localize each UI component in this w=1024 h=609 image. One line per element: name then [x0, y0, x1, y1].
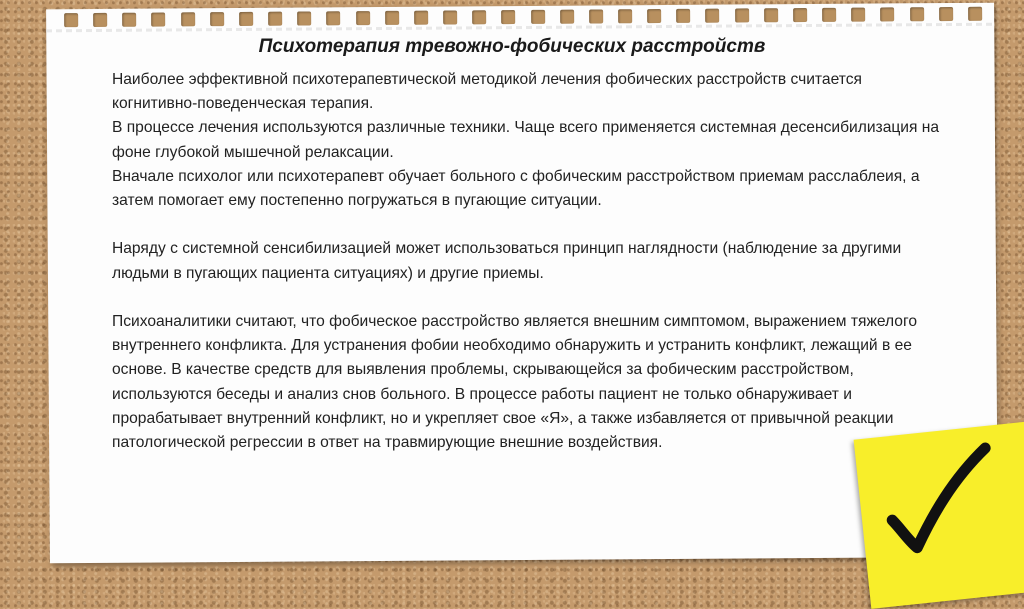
checkmark-icon — [877, 439, 1008, 561]
hole — [385, 11, 399, 25]
hole — [531, 10, 545, 24]
hole — [93, 13, 107, 27]
hole — [968, 7, 982, 21]
hole — [327, 11, 341, 25]
hole — [822, 8, 836, 22]
hole — [210, 12, 224, 26]
hole — [64, 13, 78, 27]
hole — [880, 7, 894, 21]
hole — [122, 13, 136, 27]
hole — [676, 9, 690, 23]
hole — [793, 8, 807, 22]
hole — [706, 9, 720, 23]
spacer — [112, 286, 942, 310]
paragraph: Наиболее эффективной психотерапевтической методикой лечения фобических расстройств считается когнитивно-поведенческая терапия. — [112, 71, 862, 113]
paragraph: Психоаналитики считают, что фобическое расстройство является внешним симптомом, выражением тяжелого внутреннего конфликта. Для устранения фобии необходимо обнаружить и устранить конфликт, лежащий в ее основе. В качестве средств для выявления проблемы, скрывающейся за фобическим расстройством, используются беседы и анализ снов больного. В процессе работы пациент не только обнаруживает и прорабатывает внутренний конфликт, но и укрепляет свое «Я», а также избавляется от привычной реакции патологической регрессии в ответ на травмирующие внешние воздействия. — [112, 313, 917, 452]
paragraph: Вначале психолог или психотерапевт обучает больного с фобическим расстройством приемам расслаблеия, а затем помогает ему постепенно погружаться в пугающие ситуации. — [112, 167, 920, 210]
hole — [239, 12, 253, 26]
hole — [472, 10, 486, 24]
hole — [152, 12, 166, 26]
hole — [735, 8, 749, 22]
paragraph: В процессе лечения используются различные техники. Чаще всего применяется системная десенсибилизация на фоне глубокой мышечной релаксации. — [112, 119, 940, 161]
body-text — [112, 68, 942, 455]
hole — [589, 9, 603, 23]
sticky-note — [854, 421, 1024, 609]
hole — [560, 10, 574, 24]
hole — [268, 12, 282, 26]
page-title: Психотерапия тревожно-фобических расстройств — [258, 36, 766, 57]
hole — [297, 11, 311, 25]
hole — [851, 8, 865, 22]
spacer — [112, 213, 942, 237]
hole — [443, 10, 457, 24]
hole — [764, 8, 778, 22]
hole — [910, 7, 924, 21]
hole — [181, 12, 195, 26]
hole — [647, 9, 661, 23]
hole — [414, 11, 428, 25]
hole — [356, 11, 370, 25]
hole — [939, 7, 953, 21]
hole — [618, 9, 632, 23]
paragraph: Наряду с системной сенсибилизацией может использоваться принцип наглядности (наблюдение за другими людьми в пугающих пациента ситуациях) и другие приемы. — [112, 240, 902, 282]
hole — [501, 10, 515, 24]
